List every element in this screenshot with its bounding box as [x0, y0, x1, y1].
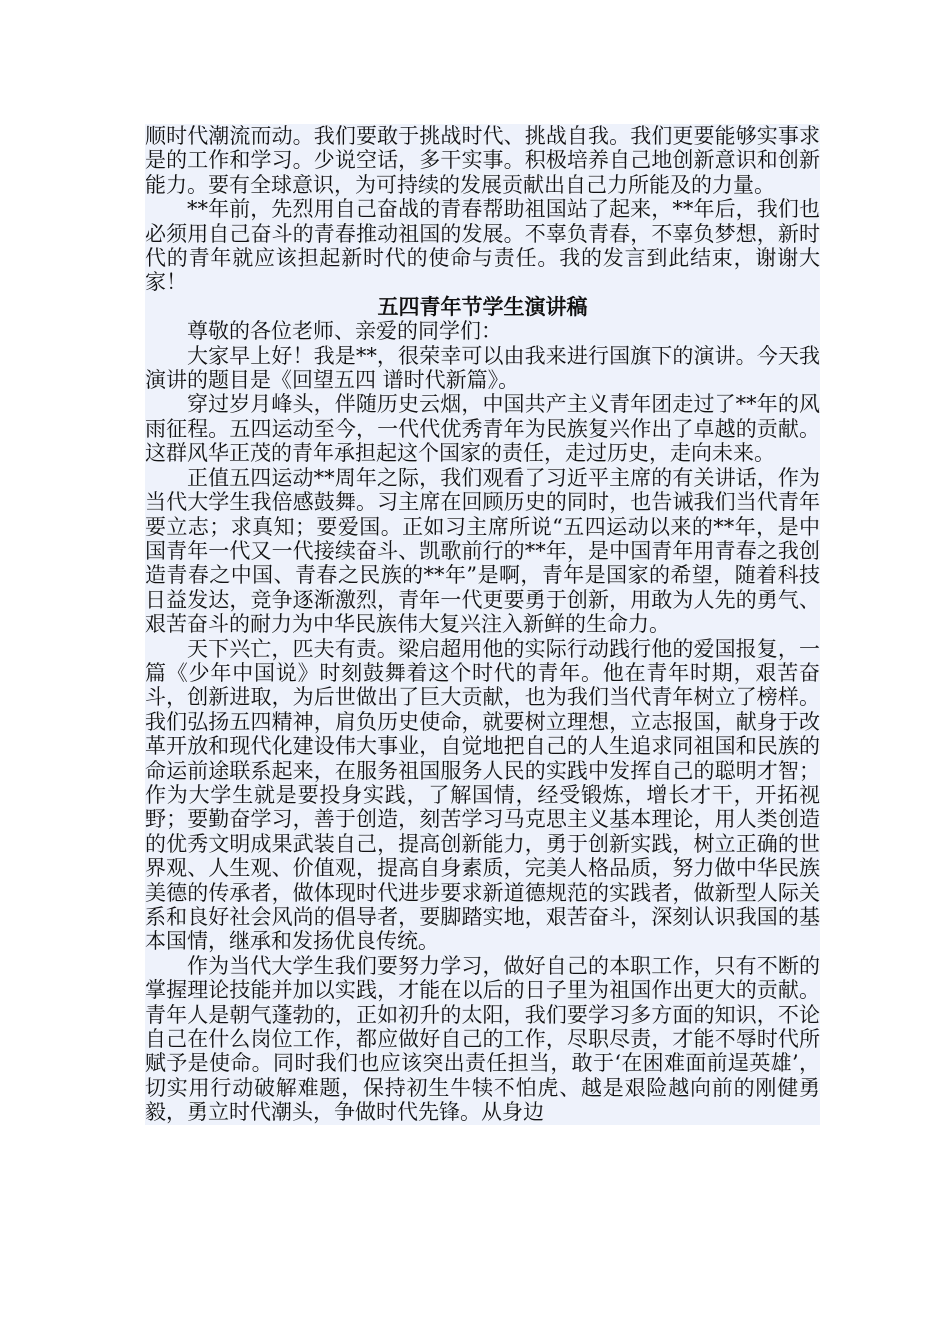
paragraph-continuation: 顺时代潮流而动。我们要敢于挑战时代、挑战自我。我们更要能够实事求是的工作和学习。少说空话，多干实事。积极培养自己地创新意识和创新能力。要有全球意识，为可持续的发展贡献出自己力所能及的力量。 — [145, 124, 820, 197]
document-body — [145, 124, 820, 1125]
paragraph-liang-qichao: 天下兴亡，匹夫有责。梁启超用他的实际行动践行他的爱国报复，一篇《少年中国说》时刻鼓舞着这个时代的青年。他在青年时期，艰苦奋斗，创新进取，为后世做出了巨大贡献，也为我们当代青年树立了榜样。我们弘扬五四精神，肩负历史使命，就要树立理想，立志报国，献身于改革开放和现代化建设伟大事业，自觉地把自己的人生追求同祖国和民族的命运前途联系起来，在服务祖国服务人民的实践中发挥自己的聪明才智；作为大学生就是要投身实践，了解国情，经受锻炼，增长才干，开拓视野；要勤奋学习，善于创造，刻苦学习马克思主义基本理论，用人类创造的优秀文明成果武装自己，提高创新能力，勇于创新实践，树立正确的世界观、人生观、价值观，提高自身素质，完美人格品质，努力做中华民族美德的传承者，做体现时代进步要求新道德规范的实践者，做新型人际关系和良好社会风尚的倡导者，要脚踏实地，艰苦奋斗，深刻认识我国的基本国情，继承和发扬优良传统。 — [145, 636, 820, 954]
paragraph-greeting: 大家早上好！我是**，很荣幸可以由我来进行国旗下的演讲。今天我演讲的题目是《回望五四 谱时代新篇》。 — [145, 343, 820, 393]
document-title: 五四青年节学生演讲稿 — [145, 295, 820, 319]
paragraph-study: 作为当代大学生我们要努力学习，做好自己的本职工作，只有不断的掌握理论技能并加以实践，才能在以后的日子里为祖国作出更大的贡献。青年人是朝气蓬勃的，正如初升的太阳，我们要学习多方面的知识，不论自己在什么岗位工作，都应做好自己的工作，尽职尽责，才能不辱时代所赋予是使命。同时我们也应该突出责任担当，敢于‘在困难面前逞英雄’，切实用行动破解难题，保持初生牛犊不怕虎、越是艰险越向前的刚健勇毅，勇立时代潮头，争做时代先锋。从身边 — [145, 953, 820, 1125]
paragraph-speech: 正值五四运动**周年之际，我们观看了习近平主席的有关讲话，作为当代大学生我倍感鼓舞。习主席在回顾历史的同时，也告诫我们当代青年要立志；求真知；要爱国。正如习主席所说“五四运动以来的**年，是中国青年一代又一代接续奋斗、凯歌前行的**年，是中国青年用青春之我创造青春之中国、青春之民族的**年”是啊，青年是国家的希望，随着科技日益发达，竞争逐渐激烈，青年一代更要勇于创新，用敢为人先的勇气、艰苦奋斗的耐力为中华民族伟大复兴注入新鲜的生命力。 — [145, 465, 820, 637]
paragraph-history: 穿过岁月峰头，伴随历史云烟，中国共产主义青年团走过了**年的风雨征程。五四运动至今，一代代优秀青年为民族复兴作出了卓越的贡献。这群风华正茂的青年承担起这个国家的责任，走过历史，走向未来。 — [145, 392, 820, 466]
paragraph-closing: **年前，先烈用自己奋战的青春帮助祖国站了起来，**年后，我们也必须用自己奋斗的青春推动祖国的发展。不辜负青春，不辜负梦想，新时代的青年就应该担起新时代的使命与责任。我的发言到此结束，谢谢大家！ — [145, 197, 820, 295]
paragraph-salutation: 尊敬的各位老师、亲爱的同学们： — [145, 319, 820, 343]
